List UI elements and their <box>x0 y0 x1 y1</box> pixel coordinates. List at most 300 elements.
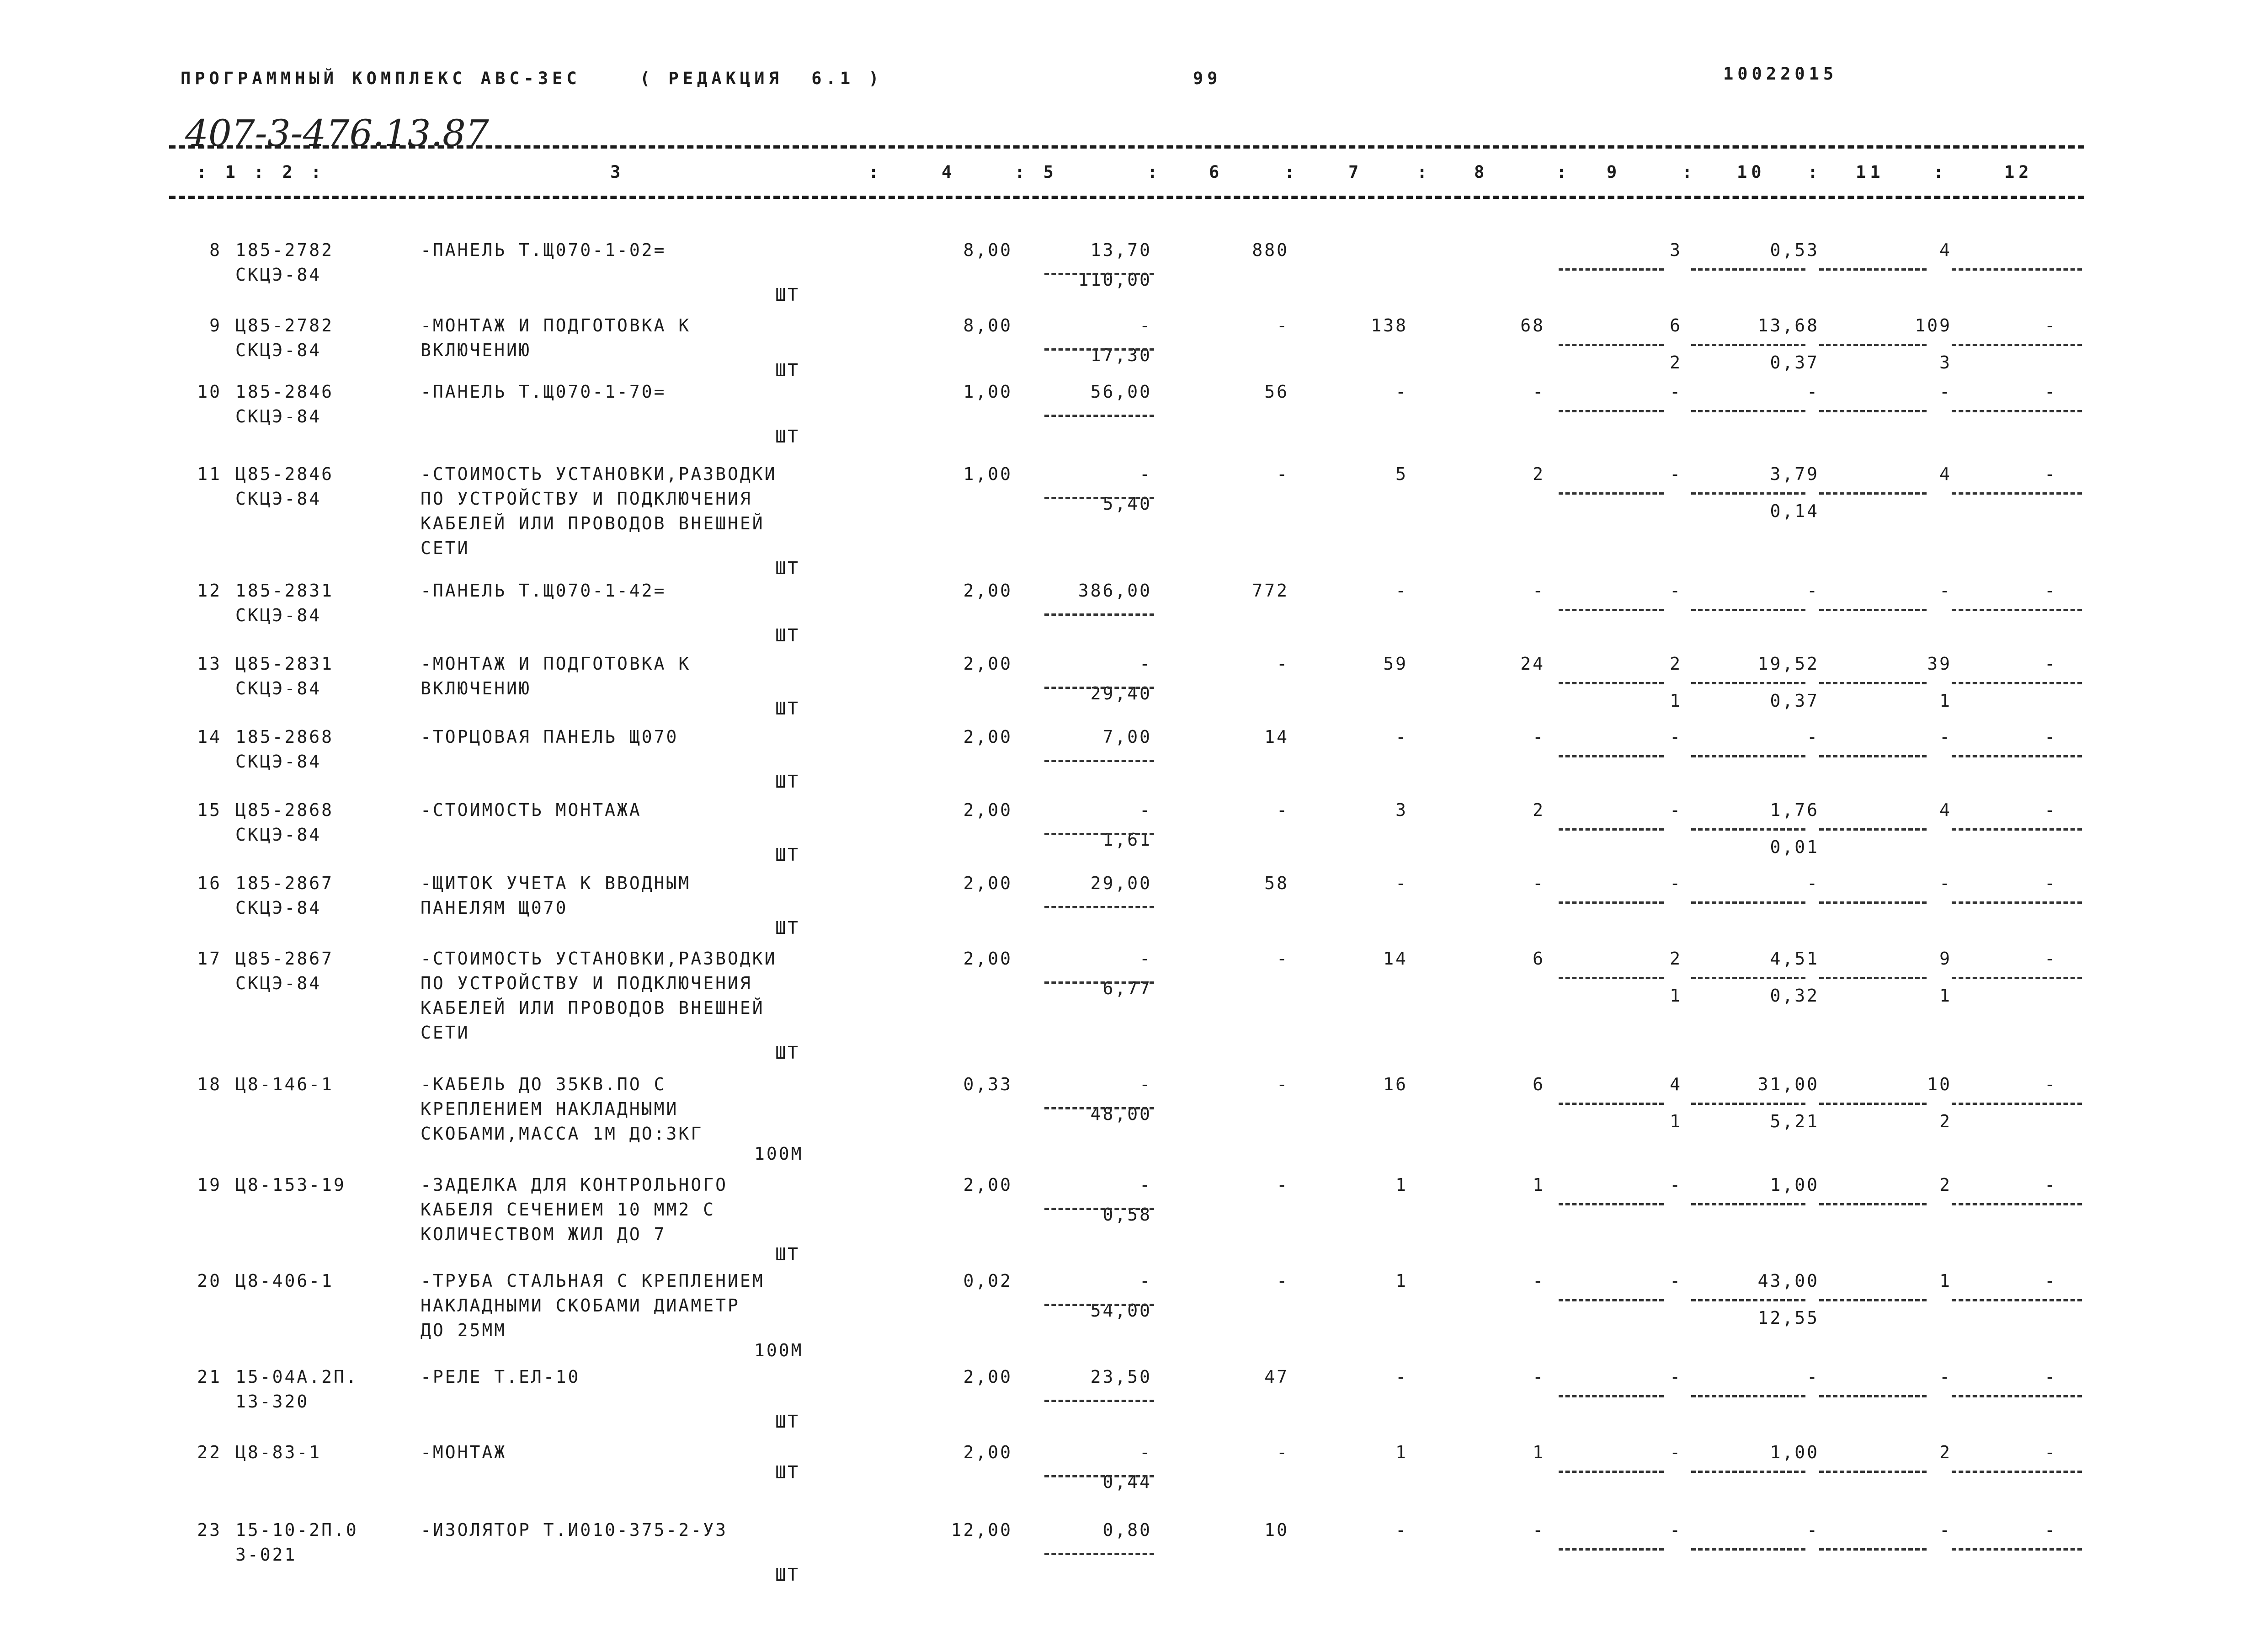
column-header-11: 11 <box>1856 162 1885 182</box>
row-column-rule <box>1691 268 1805 271</box>
row-cost-separator <box>1044 760 1154 762</box>
row-column-rule <box>1819 828 1927 831</box>
row-c12: - <box>2044 949 2057 969</box>
row-c10: 3,79 <box>1770 464 1819 484</box>
row-number: 9 <box>209 315 222 336</box>
row-column-rule <box>1691 1395 1805 1397</box>
row-c11: 10 <box>1927 1074 1952 1094</box>
row-c10: 12,55 <box>1757 1308 1819 1328</box>
row-unit-cost: - <box>1139 1442 1152 1462</box>
row-c11-second: 3 <box>1939 352 1952 373</box>
row-c7: 14 <box>1383 949 1408 969</box>
row-c6: 10 <box>1264 1520 1289 1540</box>
row-c12: - <box>2044 800 2057 820</box>
row-c10: 4,51 <box>1770 949 1819 969</box>
row-c6: - <box>1277 1175 1289 1195</box>
row-c6: 56 <box>1264 382 1289 402</box>
row-c6: - <box>1277 800 1289 820</box>
row-description: -КАБЕЛЬ ДО 35КВ.ПО С <box>421 1074 666 1094</box>
row-description: ПО УСТРОЙСТВУ И ПОДКЛЮЧЕНИЯ <box>421 973 752 993</box>
row-c10: 1,00 <box>1770 1442 1819 1462</box>
row-c12: - <box>2044 581 2057 601</box>
row-c7: 3 <box>1395 800 1408 820</box>
row-quantity: 8,00 <box>963 240 1012 260</box>
row-description: -ПАНЕЛЬ Т.Щ070-1-42= <box>421 581 666 601</box>
row-unit-cost: - <box>1139 1074 1152 1094</box>
row-c9: - <box>1670 727 1682 747</box>
row-code: Ц85-2846 <box>235 464 334 484</box>
row-c11: - <box>1939 727 1952 747</box>
row-code: Ц8-406-1 <box>235 1271 334 1291</box>
row-number: 8 <box>209 240 222 260</box>
row-code: СКЦЭ-84 <box>235 752 322 772</box>
row-c6: - <box>1277 1074 1289 1094</box>
row-column-rule <box>1952 344 2082 346</box>
row-number: 23 <box>197 1520 222 1540</box>
header-rule-top <box>169 145 2084 149</box>
row-unit-cost: - <box>1139 1271 1152 1291</box>
row-column-rule <box>1559 1471 1664 1473</box>
row-description: -ТОРЦОВАЯ ПАНЕЛЬ Щ070 <box>421 727 679 747</box>
row-unit-cost: - <box>1139 949 1152 969</box>
row-description: -МОНТАЖ И ПОДГОТОВКА К <box>421 315 691 336</box>
row-unit-cost: 0,44 <box>1102 1471 1152 1492</box>
column-header-3: 3 <box>610 162 625 182</box>
row-unit-cost: 48,00 <box>1090 1103 1152 1124</box>
row-c9: - <box>1670 1175 1682 1195</box>
row-c7: - <box>1395 1367 1408 1387</box>
row-c11: 2 <box>1939 1175 1952 1195</box>
row-column-rule <box>1691 609 1805 611</box>
row-code: Ц85-2868 <box>235 800 334 820</box>
row-unit-cost: - <box>1139 654 1152 674</box>
row-description: -СТОИМОСТЬ УСТАНОВКИ,РАЗВОДКИ <box>421 949 777 969</box>
row-c7: 5 <box>1395 464 1408 484</box>
row-c11: - <box>1939 382 1952 402</box>
row-description: -ЩИТОК УЧЕТА К ВВОДНЫМ <box>421 873 691 893</box>
row-c10: - <box>1807 581 1819 601</box>
row-quantity: 2,00 <box>963 581 1012 601</box>
row-c11: 2 <box>1939 1442 1952 1462</box>
column-header-7: 7 <box>1348 162 1363 182</box>
row-c9: 4 <box>1670 1074 1682 1094</box>
row-code: СКЦЭ-84 <box>235 406 322 426</box>
row-column-rule <box>1819 1471 1927 1473</box>
row-c10: 0,32 <box>1770 986 1819 1006</box>
row-c8: - <box>1533 581 1545 601</box>
row-quantity: 2,00 <box>963 727 1012 747</box>
row-column-rule <box>1559 1103 1664 1105</box>
row-code: Ц8-153-19 <box>235 1175 346 1195</box>
row-code: СКЦЭ-84 <box>235 340 322 360</box>
row-column-rule <box>1691 755 1805 757</box>
row-quantity: 1,00 <box>963 382 1012 402</box>
row-unit-cost: - <box>1139 464 1152 484</box>
row-cost-separator <box>1044 981 1154 984</box>
row-column-rule <box>1691 1299 1805 1301</box>
row-column-rule <box>1559 1548 1664 1551</box>
row-c10: - <box>1807 1367 1819 1387</box>
row-unit: ШТ <box>775 426 800 447</box>
row-quantity: 2,00 <box>963 654 1012 674</box>
row-column-rule <box>1691 344 1805 346</box>
row-column-rule <box>1819 682 1927 684</box>
row-c7: - <box>1395 1520 1408 1540</box>
row-c9: 6 <box>1670 315 1682 336</box>
row-column-rule <box>1952 1103 2082 1105</box>
row-description: КРЕПЛЕНИЕМ НАКЛАДНЫМИ <box>421 1099 679 1119</box>
column-header-6: 6 <box>1209 162 1224 182</box>
row-number: 22 <box>197 1442 222 1462</box>
row-quantity: 8,00 <box>963 315 1012 336</box>
row-c11-second: 2 <box>1939 1111 1952 1131</box>
row-unit: ШТ <box>775 625 800 645</box>
row-unit: ШТ <box>775 845 800 865</box>
row-column-rule <box>1819 492 1927 495</box>
row-cost-separator <box>1044 415 1154 417</box>
header-rule-bottom <box>169 196 2084 199</box>
row-c11: 109 <box>1915 315 1952 336</box>
row-column-rule <box>1952 1548 2082 1551</box>
row-column-rule <box>1952 828 2082 831</box>
row-code: 13-320 <box>235 1391 309 1412</box>
row-code: 3-021 <box>235 1545 297 1565</box>
row-c11-second: 1 <box>1939 986 1952 1006</box>
row-c12: - <box>2044 873 2057 893</box>
row-column-rule <box>1819 1395 1927 1397</box>
row-cost-separator <box>1044 906 1154 908</box>
row-column-rule <box>1819 901 1927 904</box>
row-unit-cost: 23,50 <box>1090 1367 1152 1387</box>
row-cost-separator <box>1044 1553 1154 1555</box>
row-quantity: 1,00 <box>963 464 1012 484</box>
row-c12: - <box>2044 654 2057 674</box>
row-number: 19 <box>197 1175 222 1195</box>
row-description: НАКЛАДНЫМИ СКОБАМИ ДИАМЕТР <box>421 1295 740 1316</box>
row-column-rule <box>1559 492 1664 495</box>
row-description: СЕТИ <box>421 1023 470 1043</box>
row-number: 17 <box>197 949 222 969</box>
row-column-rule <box>1952 901 2082 904</box>
row-code: СКЦЭ-84 <box>235 265 322 285</box>
row-c7: 138 <box>1371 315 1408 336</box>
row-code: Ц8-83-1 <box>235 1442 322 1462</box>
row-column-rule <box>1952 977 2082 979</box>
row-c8: - <box>1533 873 1545 893</box>
row-unit-cost: 5,40 <box>1102 493 1152 514</box>
row-quantity: 2,00 <box>963 800 1012 820</box>
row-unit-cost: 0,80 <box>1102 1520 1152 1540</box>
row-c10: 0,01 <box>1770 837 1819 857</box>
row-description: -РЕЛЕ Т.ЕЛ-10 <box>421 1367 580 1387</box>
row-description: ПАНЕЛЯМ Щ070 <box>421 898 568 918</box>
row-column-rule <box>1559 977 1664 979</box>
column-header-10: 10 <box>1737 162 1766 182</box>
row-column-rule <box>1819 609 1927 611</box>
column-header-sep: : <box>1417 162 1432 182</box>
row-quantity: 0,33 <box>963 1074 1012 1094</box>
row-code: СКЦЭ-84 <box>235 489 322 509</box>
row-c11: 39 <box>1927 654 1952 674</box>
row-column-rule <box>1691 1471 1805 1473</box>
row-column-rule <box>1559 268 1664 271</box>
row-c9-second: 1 <box>1670 1111 1682 1131</box>
row-c7: 1 <box>1395 1175 1408 1195</box>
row-c8: - <box>1533 1367 1545 1387</box>
row-cost-separator <box>1044 273 1154 275</box>
row-c6: 47 <box>1264 1367 1289 1387</box>
row-c10: 1,00 <box>1770 1175 1819 1195</box>
row-column-rule <box>1691 410 1805 412</box>
row-c10: 0,37 <box>1770 352 1819 373</box>
row-c8: 2 <box>1533 800 1545 820</box>
row-column-rule <box>1952 1395 2082 1397</box>
row-c11: 4 <box>1939 240 1952 260</box>
row-c8: 6 <box>1533 1074 1545 1094</box>
row-c8: - <box>1533 727 1545 747</box>
row-c9: 2 <box>1670 949 1682 969</box>
row-c6: - <box>1277 1271 1289 1291</box>
row-quantity: 2,00 <box>963 1175 1012 1195</box>
program-title: ПРОГРАММНЫЙ КОМПЛЕКС АВС-ЗЕС <box>181 69 581 88</box>
row-unit-cost: 56,00 <box>1090 382 1152 402</box>
row-c8: 68 <box>1520 315 1545 336</box>
row-description: -ТРУБА СТАЛЬНАЯ С КРЕПЛЕНИЕМ <box>421 1271 765 1291</box>
column-header-sep: : <box>1808 162 1822 182</box>
row-c6: 880 <box>1252 240 1289 260</box>
row-c7: 1 <box>1395 1271 1408 1291</box>
row-c6: 14 <box>1264 727 1289 747</box>
column-header-8: 8 <box>1474 162 1489 182</box>
row-c9: - <box>1670 464 1682 484</box>
row-unit-cost: 0,58 <box>1102 1204 1152 1225</box>
row-column-rule <box>1819 344 1927 346</box>
row-c10: - <box>1807 873 1819 893</box>
row-c8: 6 <box>1533 949 1545 969</box>
row-description: ВКЛЮЧЕНИЮ <box>421 340 531 360</box>
row-description: -ПАНЕЛЬ Т.Щ070-1-02= <box>421 240 666 260</box>
row-unit: ШТ <box>775 698 800 719</box>
row-code: Ц8-146-1 <box>235 1074 334 1094</box>
row-column-rule <box>1691 492 1805 495</box>
row-column-rule <box>1952 410 2082 412</box>
row-c11-second: 1 <box>1939 691 1952 711</box>
row-code: СКЦЭ-84 <box>235 605 322 625</box>
row-unit: ШТ <box>775 360 800 380</box>
row-number: 18 <box>197 1074 222 1094</box>
row-c10: 0,37 <box>1770 691 1819 711</box>
row-unit-cost: 17,30 <box>1090 345 1152 365</box>
row-description: КАБЕЛЯ СЕЧЕНИЕМ 10 ММ2 С <box>421 1199 716 1220</box>
row-c7: - <box>1395 727 1408 747</box>
row-column-rule <box>1559 1299 1664 1301</box>
row-cost-separator <box>1044 497 1154 499</box>
row-unit: ШТ <box>775 918 800 938</box>
row-unit: ШТ <box>775 772 800 792</box>
row-c10: 19,52 <box>1757 654 1819 674</box>
row-c8: 1 <box>1533 1442 1545 1462</box>
row-c9-second: 1 <box>1670 691 1682 711</box>
row-description: -ПАНЕЛЬ Т.Щ070-1-70= <box>421 382 666 402</box>
row-c9: 3 <box>1670 240 1682 260</box>
row-c10: 1,76 <box>1770 800 1819 820</box>
row-code: 15-04А.2П. <box>235 1367 358 1387</box>
row-column-rule <box>1952 268 2082 271</box>
column-header-4: 4 <box>942 162 956 182</box>
row-unit: ШТ <box>775 1412 800 1432</box>
row-c10: 13,68 <box>1757 315 1819 336</box>
row-column-rule <box>1559 344 1664 346</box>
row-code: 185-2846 <box>235 382 334 402</box>
row-column-rule <box>1559 901 1664 904</box>
row-c10: 43,00 <box>1757 1271 1819 1291</box>
row-c10: 0,14 <box>1770 501 1819 521</box>
row-c8: 24 <box>1520 654 1545 674</box>
row-c11: 1 <box>1939 1271 1952 1291</box>
row-c9: - <box>1670 581 1682 601</box>
row-code: 185-2868 <box>235 727 334 747</box>
row-unit-cost: 110,00 <box>1078 269 1152 290</box>
row-c9: - <box>1670 1367 1682 1387</box>
row-c11: 9 <box>1939 949 1952 969</box>
row-c11: - <box>1939 1520 1952 1540</box>
row-unit-cost: 6,77 <box>1102 978 1152 998</box>
row-column-rule <box>1819 755 1927 757</box>
row-c6: - <box>1277 315 1289 336</box>
row-c12: - <box>2044 315 2057 336</box>
row-description: ВКЛЮЧЕНИЮ <box>421 678 531 698</box>
row-c10: 5,21 <box>1770 1111 1819 1131</box>
row-column-rule <box>1819 268 1927 271</box>
row-code: СКЦЭ-84 <box>235 825 322 845</box>
row-c7: - <box>1395 581 1408 601</box>
column-header-sep: : <box>1556 162 1571 182</box>
row-c8: - <box>1533 382 1545 402</box>
row-column-rule <box>1691 828 1805 831</box>
row-column-rule <box>1952 1203 2082 1205</box>
row-c7: 1 <box>1395 1442 1408 1462</box>
row-cost-separator <box>1044 687 1154 689</box>
page-number: 99 <box>1193 69 1222 88</box>
row-description: КАБЕЛЕЙ ИЛИ ПРОВОДОВ ВНЕШНЕЙ <box>421 998 765 1018</box>
row-unit: 100М <box>754 1340 804 1360</box>
column-header-9: 9 <box>1607 162 1621 182</box>
row-description: ДО 25ММ <box>421 1320 507 1340</box>
row-c12: - <box>2044 1175 2057 1195</box>
row-column-rule <box>1559 1203 1664 1205</box>
row-c11: - <box>1939 873 1952 893</box>
row-c9: 2 <box>1670 654 1682 674</box>
row-c7: 16 <box>1383 1074 1408 1094</box>
row-column-rule <box>1952 1299 2082 1301</box>
row-number: 12 <box>197 581 222 601</box>
row-column-rule <box>1559 755 1664 757</box>
row-c9-second: 2 <box>1670 352 1682 373</box>
row-c7: - <box>1395 382 1408 402</box>
row-column-rule <box>1819 1103 1927 1105</box>
handwritten-reference: 407-3-476.13.87 <box>185 112 489 155</box>
row-c12: - <box>2044 1367 2057 1387</box>
column-header-sep: : <box>1933 162 1948 182</box>
row-cost-separator <box>1044 613 1154 616</box>
row-column-rule <box>1952 492 2082 495</box>
row-c12: - <box>2044 1520 2057 1540</box>
row-unit-cost: 13,70 <box>1090 240 1152 260</box>
row-number: 10 <box>197 382 222 402</box>
row-column-rule <box>1819 1548 1927 1551</box>
row-c10: 31,00 <box>1757 1074 1819 1094</box>
row-column-rule <box>1819 977 1927 979</box>
row-c11: 4 <box>1939 464 1952 484</box>
column-header-5: : 5 <box>1015 162 1058 182</box>
row-c12: - <box>2044 464 2057 484</box>
row-c7: 59 <box>1383 654 1408 674</box>
row-c8: - <box>1533 1271 1545 1291</box>
row-code: 185-2831 <box>235 581 334 601</box>
column-header-12: 12 <box>2004 162 2033 182</box>
row-column-rule <box>1819 410 1927 412</box>
row-c6: 58 <box>1264 873 1289 893</box>
row-c12: - <box>2044 1074 2057 1094</box>
row-code: Ц85-2782 <box>235 315 334 336</box>
row-description: -СТОИМОСТЬ УСТАНОВКИ,РАЗВОДКИ <box>421 464 777 484</box>
document-code: 10022015 <box>1723 64 1838 84</box>
row-c11: - <box>1939 1367 1952 1387</box>
row-column-rule <box>1691 1548 1805 1551</box>
row-c8: - <box>1533 1520 1545 1540</box>
row-unit-cost: 29,40 <box>1090 683 1152 704</box>
row-column-rule <box>1952 755 2082 757</box>
row-description: КОЛИЧЕСТВОМ ЖИЛ ДО 7 <box>421 1224 666 1244</box>
row-column-rule <box>1691 1103 1805 1105</box>
row-description: КАБЕЛЕЙ ИЛИ ПРОВОДОВ ВНЕШНЕЙ <box>421 513 765 533</box>
row-c12: - <box>2044 1442 2057 1462</box>
row-c9: - <box>1670 1520 1682 1540</box>
row-column-rule <box>1559 1395 1664 1397</box>
row-quantity: 2,00 <box>963 949 1012 969</box>
row-cost-separator <box>1044 1475 1154 1477</box>
row-c9: - <box>1670 382 1682 402</box>
row-unit: ШТ <box>775 1043 800 1063</box>
row-c10: - <box>1807 1520 1819 1540</box>
row-column-rule <box>1819 1299 1927 1301</box>
row-c9: - <box>1670 1271 1682 1291</box>
row-column-rule <box>1952 1471 2082 1473</box>
row-number: 14 <box>197 727 222 747</box>
row-unit-cost: 1,61 <box>1102 829 1152 850</box>
column-header-sep: : <box>1682 162 1697 182</box>
row-column-rule <box>1952 682 2082 684</box>
row-column-rule <box>1691 901 1805 904</box>
row-quantity: 2,00 <box>963 1367 1012 1387</box>
row-column-rule <box>1559 828 1664 831</box>
row-c12: - <box>2044 382 2057 402</box>
row-c6: - <box>1277 949 1289 969</box>
row-number: 21 <box>197 1367 222 1387</box>
row-c10: - <box>1807 727 1819 747</box>
row-code: 185-2782 <box>235 240 334 260</box>
row-description: СКОБАМИ,МАССА 1М ДО:3КГ <box>421 1124 703 1144</box>
row-unit: ШТ <box>775 1462 800 1482</box>
row-c8: 2 <box>1533 464 1545 484</box>
row-cost-separator <box>1044 1107 1154 1109</box>
row-column-rule <box>1559 410 1664 412</box>
row-unit: ШТ <box>775 558 800 578</box>
row-unit-cost: - <box>1139 315 1152 336</box>
row-c12: - <box>2044 727 2057 747</box>
row-number: 16 <box>197 873 222 893</box>
edition-label: ( РЕДАКЦИЯ 6.1 ) <box>640 69 883 88</box>
